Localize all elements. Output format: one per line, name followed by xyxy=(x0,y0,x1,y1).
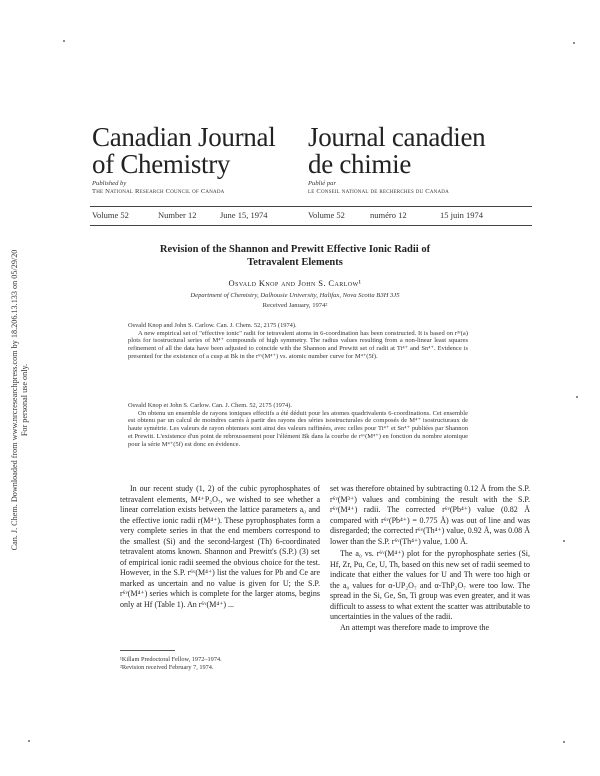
publisher-name-fr: le Conseil national de recherches du Canada xyxy=(308,188,449,195)
article-authors: Osvald Knop and John S. Carlow¹ xyxy=(228,278,362,288)
publie-par-label: Publié par xyxy=(308,180,337,187)
article-affiliation: Department of Chemistry, Dalhousie University, Halifax, Nova Scotia B3H 3J5 xyxy=(190,292,400,299)
sidebar-personal-use: For personal use only. xyxy=(20,363,29,437)
speck xyxy=(576,396,578,398)
speck xyxy=(28,740,30,742)
speck xyxy=(563,741,565,743)
footnote-rule xyxy=(120,650,175,651)
body-right-column xyxy=(330,484,530,633)
speck xyxy=(573,42,575,44)
published-by-label: Published by xyxy=(92,180,127,187)
date-fr: 15 juin 1974 xyxy=(440,210,483,220)
abstract-en-citation: Osvald Knop and John S. Carlow. Can. J. Chem. 52, 2175 (1974). xyxy=(128,322,297,329)
abstract-en-text: A new empirical set of "effective ionic" radii for tetravalent atoms in 6-coordination has been constructed. It is based on r³ᵛ(a) plots for isostructural series of M⁴⁺ compounds of high symmetry. The radius values resulting from a non-linear least squares refinement of all the data have been adjusted to coincide with the Shannon and Prewitt set of radii at Ti⁴⁺ and Sn⁴⁺. Evidence is presented for the existence of a cusp at Bk in the r⁶ᵛ(M⁴⁺) vs. atomic number curve for M⁴⁺(5f). xyxy=(128,329,468,360)
number-fr: numéro 12 xyxy=(370,210,407,220)
abstract-en xyxy=(128,322,468,361)
journal-title-fr: Journal canadien de chimie xyxy=(308,122,486,179)
abstract-fr-citation: Osvald Knop et John S. Carlow. Can. J. Chem. 52, 2175 (1974). xyxy=(128,402,292,409)
volume-en: Volume 52 xyxy=(92,210,129,220)
body-right-para1: set was therefore obtained by subtracting 0.12 Å from the S.P. r⁶ᵛ(M³⁺) values and combining the result with the S.P. r⁶ᵛ(M⁴⁺) radii. The corrected r⁶ᵛ(Pb⁴⁺) value (0.82 Å compared with r⁶ᵛ(Pb⁴⁺) = 0.775 Å) was out of line and was disregarded; the corrected r⁶ᵛ(Th⁴⁺) value, 0.92 Å, was 0.08 Å lower than the S.P. r⁶ᵛ(Th⁴⁺) value, 1.00 Å. xyxy=(330,484,530,546)
article-received: Received January, 1974² xyxy=(262,302,328,309)
masthead-rule-bottom xyxy=(90,225,532,226)
number-en: Number 12 xyxy=(158,210,197,220)
publisher-name-en: The National Research Council of Canada xyxy=(92,188,225,195)
body-left-column: In our recent study (1, 2) of the cubic pyrophosphates of tetravalent elements, M⁴⁺P₂O₇, we wished to see whether a linear correlation exists between the lattice parameters a₀ and the effective ionic radii r(M⁴⁺). These pyrophosphates form a very complete series in that the end members correspond to the smallest (Si) and the second-largest (Th) 6-coordinated tetravalent atoms known. Shannon and Prewitt's (S.P.) (3) set of empirical ionic radii seemed the obvious choice for the test. However, in the S.P. r⁶ᵛ(M⁴⁺) list the values for Pb and Ce are marked as uncertain and no value is given for U; the S.P. r⁶ᵛ(M⁴⁺) series which is complete for the larger atoms, begins only at Hf (Table 1). An r⁶ᵛ(M⁴⁺) ... xyxy=(120,484,320,609)
speck xyxy=(563,540,565,542)
sidebar-download-line: Can. J. Chem. Downloaded from www.nrcresearchpress.com by 18.206.13.133 on 05/29/20 xyxy=(10,249,19,551)
date-en: June 15, 1974 xyxy=(220,210,268,220)
publisher-en xyxy=(92,180,224,196)
body-right-para2: The a₀ vs. r⁶ᵛ(M⁴⁺) plot for the pyrophosphate series (Si, Hf, Zr, Pu, Ce, U, Th, based on this new set of radii seemed to indicate that either the values for U and Th were too high or the a₀ values for α-UP₂O₇ and α-ThP₂O₇ were too low. The spread in the Si, Ge, Sn, Ti group was even greater, and it was difficult to assess to what extent the scatter was attributable to uncertainties in the values of the radii. xyxy=(330,549,530,621)
masthead-rule-top xyxy=(90,206,532,207)
footnote-1: ¹Killam Predoctoral Fellow, 1972–1974. xyxy=(120,656,222,663)
speck xyxy=(63,40,65,42)
article-title: Revision of the Shannon and Prewitt Effective Ionic Radii of Tetravalent Elements xyxy=(159,244,431,268)
abstract-fr xyxy=(128,402,468,448)
body-right-para3: An attempt was therefore made to improve the xyxy=(340,622,490,632)
download-sidebar xyxy=(2,200,38,600)
abstract-fr-text: On obtenu un ensemble de rayons ioniques effectifs a été déduit pour les atomes quadrivalents 6-coordinations. Cet ensemble est obtenu par un calcul de moindres carrés à partir des rayons des séries isostructurales de composés de M⁴⁺ isostructuraux de haute symétrie. Les valeurs de rayon obtenues sont ainsi des valeurs raffinées, avec celles pour Ti⁴⁺ et Sn⁴⁺ publiées par Shannon et Prewitt. L'existence d'un point de rebroussement pour l'élément Bk dans la courbe de r⁶ᵛ(M⁴⁺) en fonction du nombre atomique pour la série M⁴⁺(5f) est donc en évidence. xyxy=(128,409,468,448)
publisher-fr xyxy=(308,180,449,196)
footnote-2: ²Revision received February 7, 1974. xyxy=(120,664,214,671)
journal-title-en: Canadian Journal of Chemistry xyxy=(92,122,276,179)
volume-fr: Volume 52 xyxy=(308,210,345,220)
